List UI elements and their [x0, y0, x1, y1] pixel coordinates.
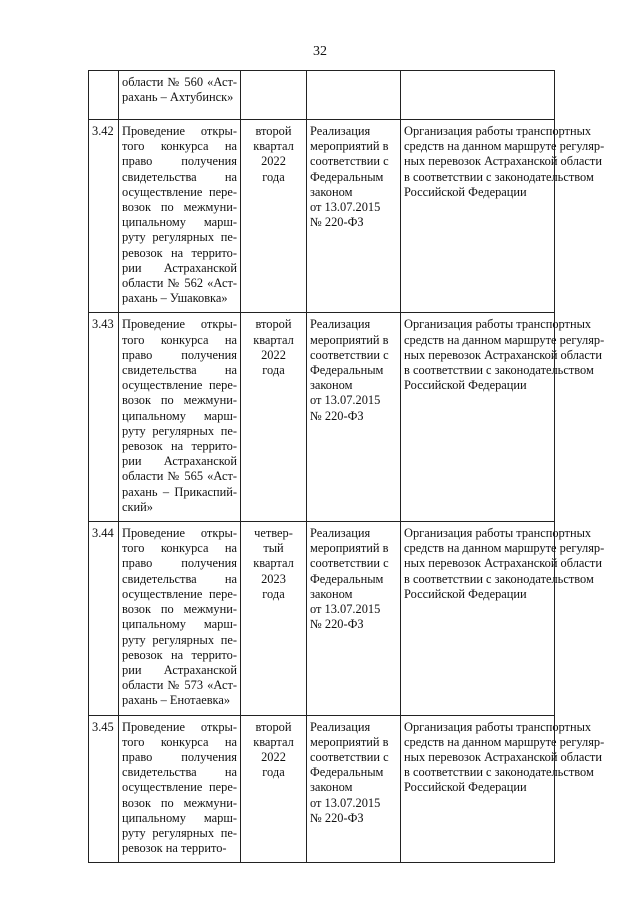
- measures-table: [88, 70, 605, 863]
- text-line: ревозок на террито-: [122, 245, 237, 260]
- text-line: 2022: [261, 749, 286, 764]
- text-line: Федеральным: [310, 169, 384, 184]
- text-line: рахань – Ушаковка»: [122, 291, 228, 306]
- text-line: право получения: [122, 154, 237, 169]
- text-line: возок по межмуни-: [122, 602, 237, 617]
- text-line: мероприятий в: [310, 139, 389, 154]
- text-line: рахань – Прикаспий-: [122, 484, 237, 499]
- text-line: руту регулярных пе-: [122, 230, 237, 245]
- cell-result: [307, 313, 401, 522]
- text-line: ципальному марш-: [122, 408, 237, 423]
- text-line: от 13.07.2015: [310, 393, 381, 408]
- text-line: руту регулярных пе-: [122, 632, 237, 647]
- text-line: возок по межмуни-: [122, 393, 237, 408]
- text-line: области № 565 «Аст-: [122, 469, 237, 484]
- cell-number: [89, 313, 119, 522]
- text-line: в соответствии с законодательством: [404, 765, 594, 780]
- text-line: Российской Федерации: [404, 184, 527, 199]
- text-line: № 220-ФЗ: [310, 408, 364, 423]
- text-line: Федеральным: [310, 571, 384, 586]
- cell-term: [241, 522, 307, 715]
- text-line: № 220-ФЗ: [310, 215, 364, 230]
- text-line: того конкурса на: [122, 734, 237, 749]
- text-line: Федеральным: [310, 765, 384, 780]
- text-line: 2023: [261, 571, 286, 586]
- text-line: средств на данном маршруте регуляр-: [404, 139, 605, 154]
- text-line: Проведение откры-: [122, 317, 237, 332]
- text-line: мероприятий в: [310, 734, 389, 749]
- text-line: ных перевозок Астраханской области: [404, 347, 602, 362]
- text-line: № 220-ФЗ: [310, 617, 364, 632]
- cell-number: [89, 71, 119, 120]
- text-line: ных перевозок Астраханской области: [404, 556, 602, 571]
- text-line: Реализация: [310, 317, 371, 332]
- cell-event: [119, 120, 241, 313]
- text-line: право получения: [122, 556, 237, 571]
- row-number: 3.44: [92, 526, 114, 541]
- cell-event: [119, 522, 241, 715]
- text-line: года: [262, 765, 285, 780]
- cell-event: [119, 71, 241, 120]
- text-line: осуществление пере-: [122, 184, 237, 199]
- text-line: в соответствии с законодательством: [404, 363, 594, 378]
- text-line: области № 560 «Аст-: [122, 75, 237, 89]
- text-line: законом: [310, 780, 353, 795]
- text-line: осуществление пере-: [122, 586, 237, 601]
- row-number: 3.45: [92, 719, 114, 734]
- text-line: законом: [310, 586, 353, 601]
- text-line: ревозок на террито-: [122, 841, 227, 856]
- text-line: соответствии с: [310, 556, 389, 571]
- text-line: рии Астраханской: [122, 260, 237, 275]
- text-line: Организация работы транспортных: [404, 317, 592, 332]
- text-line: возок по межмуни-: [122, 200, 237, 215]
- cell-result: [307, 715, 401, 863]
- text-line: ревозок на террито-: [122, 647, 237, 662]
- text-line: средств на данном маршруте регуляр-: [404, 541, 605, 556]
- text-line: ципальному марш-: [122, 810, 237, 825]
- cell-note: [401, 715, 605, 863]
- text-line: осуществление пере-: [122, 378, 237, 393]
- text-line: квартал: [253, 139, 294, 154]
- text-line: соответствии с: [310, 347, 389, 362]
- text-line: право получения: [122, 347, 237, 362]
- cell-number: [89, 120, 119, 313]
- text-line: области № 573 «Аст-: [122, 678, 237, 693]
- text-line: ревозок на террито-: [122, 439, 237, 454]
- cell-note: [401, 313, 605, 522]
- text-line: тый: [263, 541, 284, 556]
- text-line: квартал: [253, 556, 294, 571]
- text-line: рахань – Ахтубинск»: [122, 90, 234, 105]
- text-line: четвер-: [254, 526, 293, 541]
- text-line: Организация работы транспортных: [404, 719, 592, 734]
- table-row: [89, 522, 555, 715]
- text-line: рии Астраханской: [122, 454, 237, 469]
- text-line: от 13.07.2015: [310, 795, 381, 810]
- text-line: того конкурса на: [122, 139, 237, 154]
- text-line: Проведение откры-: [122, 124, 237, 138]
- cell-term: [241, 120, 307, 313]
- text-line: квартал: [253, 332, 294, 347]
- cell-result: [307, 71, 401, 120]
- cell-note: [401, 522, 605, 715]
- row-number: 3.43: [92, 317, 114, 332]
- cell-term: [241, 313, 307, 522]
- cell-event: [119, 313, 241, 522]
- text-line: года: [262, 169, 285, 184]
- text-line: ципальному марш-: [122, 617, 237, 632]
- text-line: ципальному марш-: [122, 215, 237, 230]
- text-line: № 220-ФЗ: [310, 810, 364, 825]
- text-line: мероприятий в: [310, 541, 389, 556]
- text-line: квартал: [253, 734, 294, 749]
- cell-term: [241, 71, 307, 120]
- cell-note: [401, 71, 555, 120]
- text-line: Российской Федерации: [404, 780, 527, 795]
- text-line: Организация работы транспортных: [404, 124, 592, 138]
- text-line: рии Астраханской: [122, 662, 237, 677]
- text-line: области № 562 «Аст-: [122, 276, 237, 291]
- text-line: года: [262, 586, 285, 601]
- text-line: Реализация: [310, 526, 371, 541]
- text-line: свидетельства на: [122, 571, 237, 586]
- text-line: возок по межмуни-: [122, 795, 237, 810]
- text-line: ных перевозок Астраханской области: [404, 749, 602, 764]
- text-line: свидетельства на: [122, 363, 237, 378]
- text-line: Проведение откры-: [122, 719, 237, 734]
- cell-term: [241, 715, 307, 863]
- text-line: 2022: [261, 347, 286, 362]
- text-line: законом: [310, 378, 353, 393]
- table-row: [89, 120, 555, 313]
- text-line: от 13.07.2015: [310, 602, 381, 617]
- text-line: осуществление пере-: [122, 780, 237, 795]
- table-row: [89, 715, 555, 863]
- text-line: рахань – Енотаевка»: [122, 693, 231, 708]
- cell-number: [89, 715, 119, 863]
- cell-note: [401, 120, 605, 313]
- text-line: мероприятий в: [310, 332, 389, 347]
- cell-result: [307, 120, 401, 313]
- text-line: средств на данном маршруте регуляр-: [404, 332, 605, 347]
- text-line: Проведение откры-: [122, 526, 237, 541]
- text-line: руту регулярных пе-: [122, 825, 237, 840]
- text-line: того конкурса на: [122, 541, 237, 556]
- text-line: Российской Федерации: [404, 586, 527, 601]
- text-line: Реализация: [310, 719, 371, 734]
- text-line: Российской Федерации: [404, 378, 527, 393]
- text-line: Организация работы транспортных: [404, 526, 592, 541]
- text-line: второй: [255, 719, 292, 734]
- cell-number: [89, 522, 119, 715]
- page-number: 32: [313, 44, 327, 59]
- text-line: от 13.07.2015: [310, 200, 381, 215]
- text-line: свидетельства на: [122, 169, 237, 184]
- text-line: Федеральным: [310, 363, 384, 378]
- text-line: ных перевозок Астраханской области: [404, 154, 602, 169]
- text-line: соответствии с: [310, 154, 389, 169]
- text-line: в соответствии с законодательством: [404, 571, 594, 586]
- cell-result: [307, 522, 401, 715]
- row-number: 3.42: [92, 124, 114, 138]
- text-line: того конкурса на: [122, 332, 237, 347]
- text-line: второй: [255, 317, 292, 332]
- text-line: руту регулярных пе-: [122, 423, 237, 438]
- table-row: [89, 313, 555, 522]
- text-line: Реализация: [310, 124, 371, 138]
- text-line: ский»: [122, 499, 153, 514]
- table-row-continuation: [89, 71, 555, 120]
- text-line: средств на данном маршруте регуляр-: [404, 734, 605, 749]
- text-line: свидетельства на: [122, 765, 237, 780]
- text-line: года: [262, 363, 285, 378]
- cell-event: [119, 715, 241, 863]
- text-line: 2022: [261, 154, 286, 169]
- text-line: соответствии с: [310, 749, 389, 764]
- text-line: второй: [255, 124, 292, 138]
- text-line: в соответствии с законодательством: [404, 169, 594, 184]
- text-line: законом: [310, 184, 353, 199]
- text-line: право получения: [122, 749, 237, 764]
